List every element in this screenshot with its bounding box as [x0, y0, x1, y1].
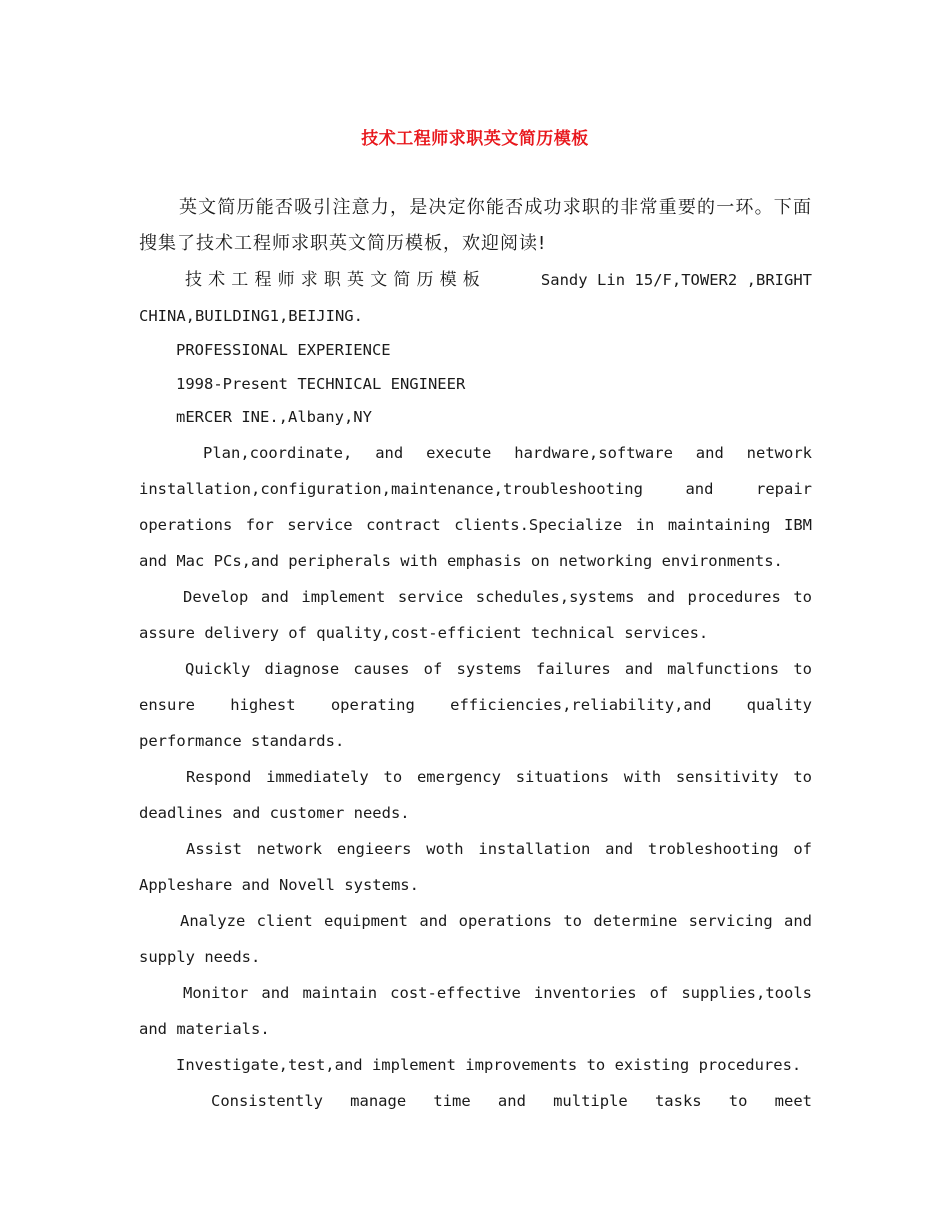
intro-paragraph: 英文简历能否吸引注意力，是决定你能否成功求职的非常重要的一环。下面搜集了技术工程师求职英文简历模板，欢迎阅读!: [139, 197, 812, 254]
bullet-paragraph: Investigate,test,and implement improvements to existing procedures.: [176, 1055, 802, 1074]
company-line: mERCER INE.,Albany,NY: [176, 408, 372, 426]
document-title: 技术工程师求职英文简历模板: [361, 129, 589, 149]
bullet-paragraph: Plan,coordinate, and execute hardware,software and network installation,configuration,maintenance,troubleshooting and repair operations for service contract clients.Specialize in maintaining IBM and Mac PCs,and peripherals with emphasis on networking environments.: [139, 443, 812, 570]
bullet-paragraph: Consistently manage time and multiple tasks to meet: [211, 1091, 812, 1110]
bullet-paragraph: Respond immediately to emergency situations with sensitivity to deadlines and customer needs.: [139, 767, 812, 822]
bullet-paragraph: Quickly diagnose causes of systems failures and malfunctions to ensure highest operating efficiencies,reliability,and quality performance standards.: [139, 659, 812, 750]
document-body: [139, 190, 812, 1119]
resume-heading: 技术工程师求职英文简历模板: [185, 270, 486, 290]
bullet-paragraph: Develop and implement service schedules,systems and procedures to assure delivery of quality,cost-efficient technical services.: [139, 587, 812, 642]
job-line: 1998-Present TECHNICAL ENGINEER: [176, 374, 466, 393]
bullet-paragraph: Analyze client equipment and operations to determine servicing and supply needs.: [139, 911, 812, 966]
bullet-paragraph: Monitor and maintain cost-effective inventories of supplies,tools and materials.: [139, 983, 812, 1038]
contact-line: Sandy Lin 15/F,TOWER2 ,BRIGHT CHINA,BUILDING1,BEIJING.: [139, 271, 812, 325]
section-title: PROFESSIONAL EXPERIENCE: [176, 341, 391, 359]
resume-header-paragraph: [139, 262, 812, 334]
bullet-paragraph: Assist network engieers woth installation and trobleshooting of Appleshare and Novell systems.: [139, 839, 812, 894]
